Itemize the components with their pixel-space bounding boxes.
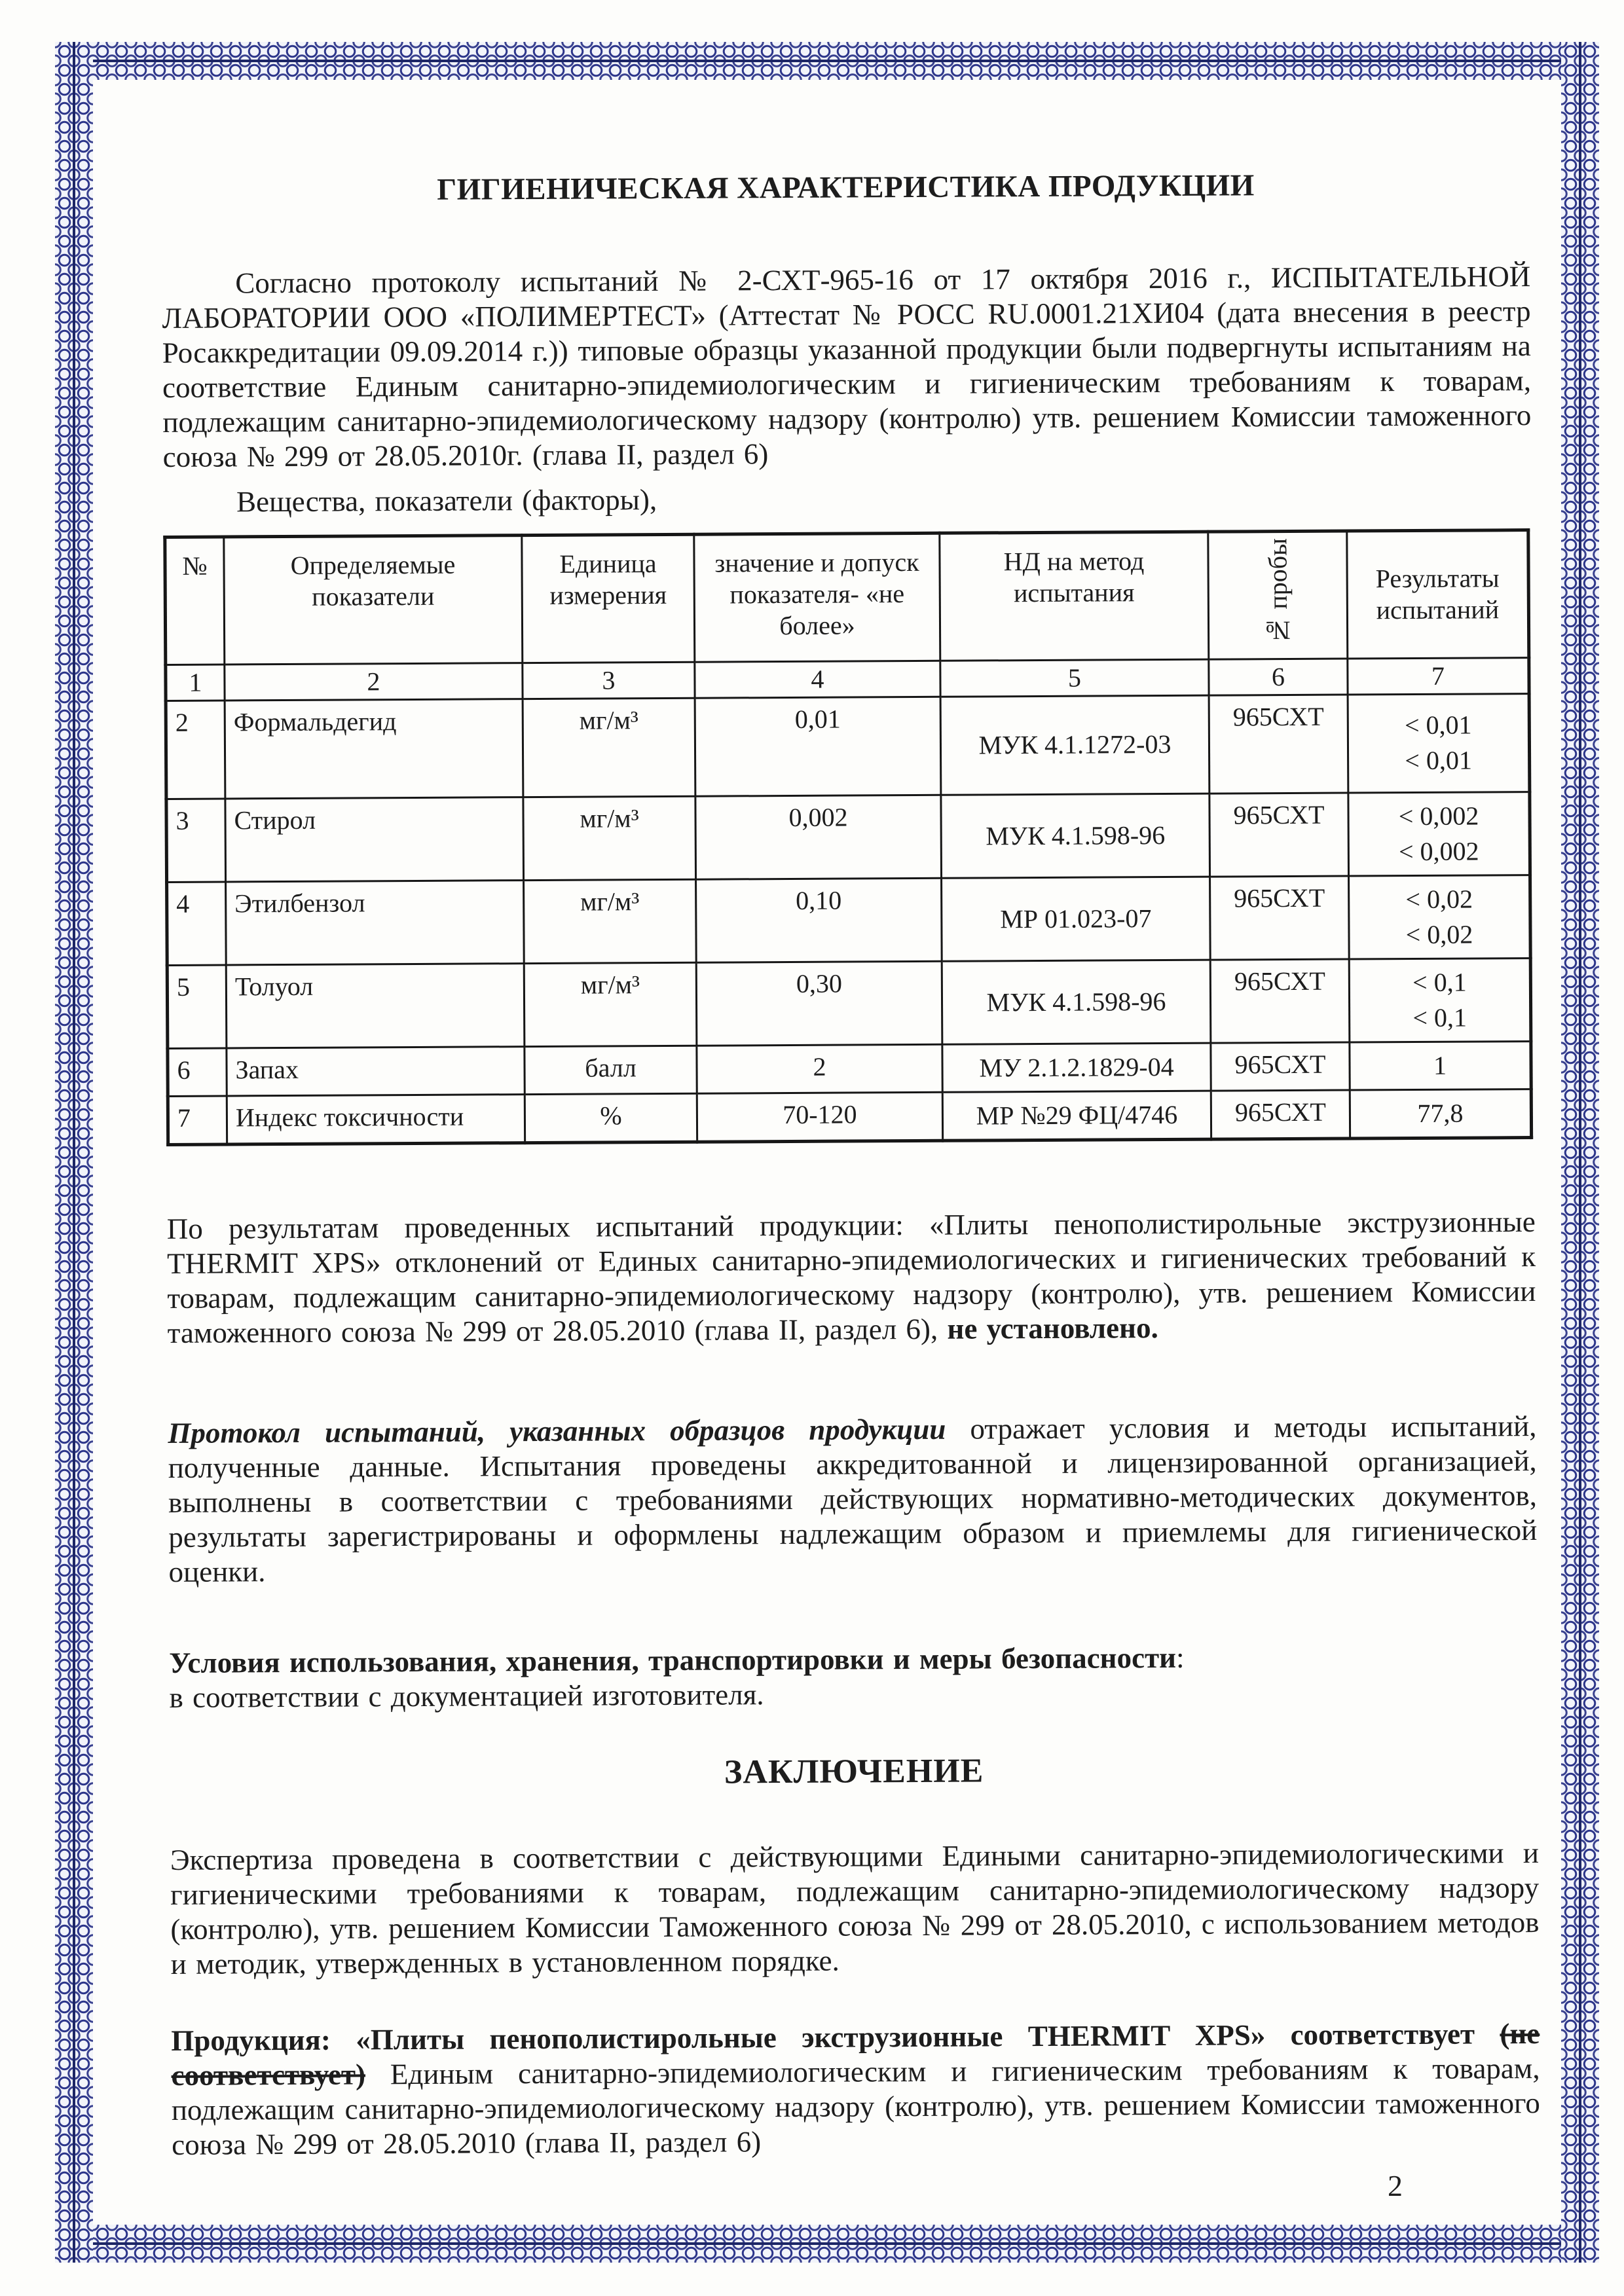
- index-cell: 1: [166, 665, 225, 701]
- indicator-name: Запах: [227, 1046, 525, 1095]
- test-result: 77,8: [1350, 1089, 1531, 1138]
- unit-value: мг/м³: [524, 879, 697, 963]
- header-cell-sample: [1208, 531, 1348, 659]
- row-number: 7: [168, 1096, 227, 1144]
- table-row-styrene: [166, 792, 1530, 882]
- indicator-name: Этилбензол: [226, 880, 525, 964]
- not-conforms-strikethrough: (не соответствует): [171, 2016, 1540, 2092]
- method-reference: МУК 4.1.598-96: [942, 960, 1211, 1044]
- conditions-paragraph: [169, 1639, 1538, 1715]
- index-cell: 4: [695, 661, 940, 698]
- conclusion-paragraph-expertise: Экспертиза проведена в соответствии с действующими Едиными санитарно-эпидемиологическими и гигиеническими требованиями к товарам, подлежащим санитарно-эпидемиологическому надзору (контролю), утв. решением Комиссии Таможенного союза № 299 от 28.05.2010, с использованием методов и методик, утвержденных в установленном порядке.: [170, 1836, 1540, 1980]
- row-number: 2: [166, 701, 225, 799]
- table-lead-line: Вещества, показатели (факторы),: [236, 483, 657, 519]
- index-cell: 7: [1348, 657, 1529, 694]
- header-cell-value: значение и допуск показателя- «не более»: [694, 533, 940, 662]
- sample-id: 965СХТ: [1210, 959, 1350, 1043]
- table-row-ethylbenzene: [167, 875, 1531, 965]
- test-result: < 0,01 < 0,01: [1348, 693, 1530, 792]
- frame-border-right: [1561, 42, 1599, 2263]
- limit-value: 2: [697, 1044, 942, 1093]
- indicator-name: Формальдегид: [225, 699, 523, 798]
- test-result: < 0,002 < 0,002: [1348, 792, 1530, 875]
- protocol-text: отражает условия и методы испытаний, полученные данные. Испытания проведены аккредитованной и лицензированной организацией, выполнены в соответствии с требованиями действующих нормативно-методических документов, результаты зарегистрированы и оформлены надлежащим образом и приемлемы для гигиенической оценки.: [168, 1409, 1538, 1588]
- table-row-toluene: [167, 958, 1531, 1048]
- sample-id: 965СХТ: [1211, 1042, 1350, 1091]
- conclusion-paragraph-product: [171, 2016, 1540, 2162]
- findings-text: По результатам проведенных испытаний продукции: «Плиты пенополистирольные экструзионные THERMIT XPS» отклонений от Единых санитарно-эпидемиологических и гигиенических требований к товарам, подлежащим санитарно-эпидемиологическому надзору (контролю), утв. решением Комиссии таможенного союза № 299 от 28.05.2010 (глава II, раздел 6),: [166, 1205, 1536, 1349]
- indicator-name: Толуол: [226, 963, 525, 1048]
- table-row-odor: [168, 1041, 1531, 1096]
- product-lead-bold: Продукция: «Плиты пенополистирольные экструзионные THERMIT XPS» соответствует: [171, 2016, 1500, 2057]
- method-reference: МР №29 ФЦ/4746: [942, 1091, 1211, 1140]
- table-row-formaldehyde: [166, 693, 1530, 799]
- table-header-row: [165, 530, 1529, 665]
- limit-value: 0,01: [695, 697, 941, 796]
- index-cell: 5: [940, 659, 1209, 697]
- conditions-heading-bold: Условия использования, хранения, транспортировки и меры безопасности: [169, 1641, 1177, 1679]
- limit-value: 0,10: [696, 878, 942, 962]
- unit-value: мг/м³: [523, 796, 696, 880]
- protocol-lead-bold-italic: Протокол испытаний, указанных образцов продукции: [168, 1412, 946, 1449]
- page-title: ГИГИЕНИЧЕСКАЯ ХАРАКТЕРИСТИКА ПРОДУКЦИИ: [437, 168, 1255, 207]
- findings-not-established-bold: не установлено.: [947, 1311, 1158, 1345]
- row-number: 6: [168, 1048, 227, 1096]
- method-reference: МУК 4.1.598-96: [941, 793, 1210, 878]
- indicator-name: Стирол: [225, 797, 524, 881]
- conclusion-heading: ЗАКЛЮЧЕНИЕ: [724, 1752, 984, 1791]
- test-result: 1: [1350, 1041, 1531, 1089]
- limit-value: 0,30: [696, 961, 942, 1046]
- row-number: 4: [167, 882, 227, 965]
- sample-number-vertical-label: № пробы: [1262, 538, 1293, 646]
- method-reference: МР 01.023-07: [942, 877, 1211, 961]
- unit-value: мг/м³: [523, 698, 695, 797]
- header-cell-results: Результаты испытаний: [1347, 530, 1529, 659]
- product-text: Единым санитарно-эпидемиологическим и гигиеническим требованиям к товарам, подлежащим санитарно-эпидемиологическому надзору (контролю), утв. решением Комиссии таможенного союза № 299 от 28.05.2010 (глава II, раздел 6): [171, 2051, 1540, 2161]
- test-results-table: [163, 528, 1533, 1146]
- sample-id: 965СХТ: [1209, 793, 1349, 877]
- limit-value: 0,002: [695, 795, 942, 879]
- conditions-text: в соответствии с документацией изготовителя.: [169, 1677, 764, 1714]
- page-number: 2: [1388, 2169, 1403, 2202]
- protocol-paragraph: [168, 1409, 1537, 1590]
- unit-value: %: [525, 1093, 697, 1142]
- frame-border-bottom: [55, 2225, 1599, 2263]
- header-cell-method: НД на метод испытания: [940, 532, 1209, 661]
- table-row-toxicity-index: [168, 1089, 1531, 1144]
- method-reference: МУ 2.1.2.1829-04: [942, 1043, 1211, 1092]
- conditions-colon: :: [1175, 1641, 1185, 1674]
- intro-paragraph: Согласно протоколу испытаний № 2-СХТ-965-16 от 17 октября 2016 г., ИСПЫТАТЕЛЬНОЙ ЛАБОРАТОРИИ ООО «ПОЛИМЕРТЕСТ» (Аттестат № РОСС RU.0001.21ХИ04 (дата внесения в реестр Росаккредитации 09.09.2014 г.)) типовые образцы указанной продукции были подвергнуты испытаниям на соответствие Единым санитарно-эпидемиологическим и гигиеническим требованиям к товарам, подлежащим санитарно-эпидемиологическому надзору (контролю) утв. решением Комиссии таможенного союза № 299 от 28.05.2010г. (глава II, раздел 6): [162, 260, 1532, 473]
- test-result: < 0,02 < 0,02: [1349, 875, 1531, 958]
- header-cell-number: №: [165, 537, 225, 665]
- method-reference: МУК 4.1.1272-03: [940, 695, 1209, 795]
- findings-paragraph: [167, 1205, 1536, 1351]
- sample-id: 965СХТ: [1210, 876, 1350, 960]
- row-number: 3: [166, 799, 226, 882]
- unit-value: балл: [525, 1046, 697, 1094]
- test-result: < 0,1 < 0,1: [1349, 958, 1531, 1042]
- sample-id: 965СХТ: [1211, 1090, 1350, 1139]
- indicator-name: Индекс токсичности: [227, 1094, 525, 1144]
- index-cell: 3: [523, 662, 695, 699]
- header-cell-unit: Единица измерения: [522, 534, 695, 663]
- index-cell: 2: [225, 663, 523, 700]
- unit-value: мг/м³: [524, 962, 697, 1046]
- row-number: 5: [167, 965, 227, 1048]
- index-cell: 6: [1209, 659, 1348, 695]
- sample-id: 965СХТ: [1209, 695, 1348, 793]
- frame-border-left: [55, 42, 93, 2263]
- limit-value: 70-120: [697, 1092, 942, 1142]
- header-cell-indicator: Определяемые показатели: [224, 536, 523, 665]
- document-content: [160, 0, 1540, 2162]
